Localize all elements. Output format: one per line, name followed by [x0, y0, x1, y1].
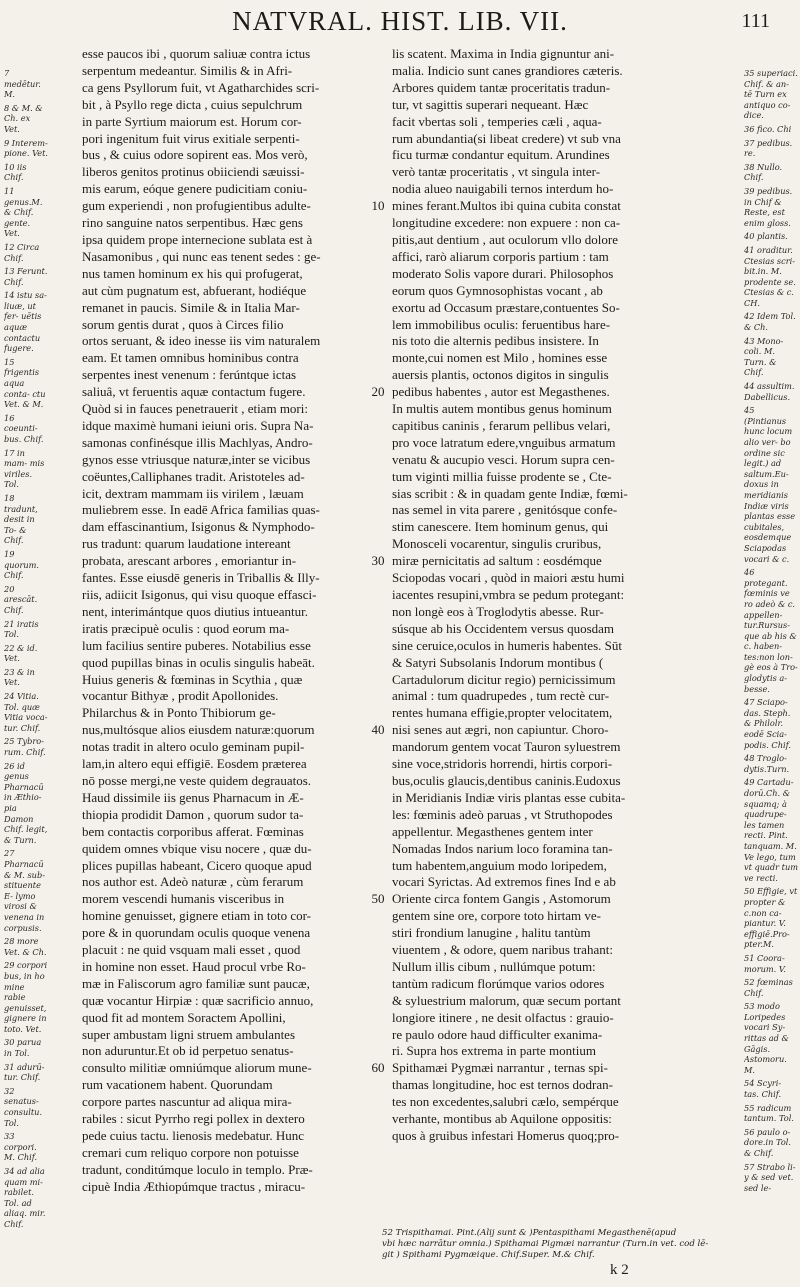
text-line: Nasamonibus , qui nunc eas tenent sedes : ge-	[82, 248, 321, 264]
text-line: tur, vt sagittis superari nequeant. Hæc	[392, 96, 589, 112]
margin-note: 33 corpori. M. Chif.	[4, 1131, 38, 1163]
line-number: 20	[371, 384, 385, 399]
text-line: bit , à Psyllo rege dicta , cuius sepulchrum	[82, 96, 303, 112]
text-line: vocantur Bithyæ , prodit Apollonides.	[82, 688, 279, 704]
text-line: muliebrem esse. In eadē Africa familias quas-	[82, 502, 320, 518]
text-line: facit vbertas soli , temperies cæli , aqua-	[392, 113, 602, 129]
text-line: sine voce,stridoris horrendi, hirtis corpori-	[392, 756, 613, 772]
text-line: esse paucos ibi , quorum saliuæ contra ictus	[82, 46, 311, 61]
margin-note: 38 Nullo. Chif.	[744, 161, 783, 183]
text-line: samonas confinésque illis Machlyas, Andro-	[82, 434, 313, 450]
text-line: rino sanguine natos serpentibus. Hæc gens	[82, 215, 303, 231]
text-line: eorum quos Gymnosophistas vocant , ab	[392, 282, 603, 298]
text-line: Nomadas Indos narium loco foramina tan-	[392, 840, 613, 856]
text-line: quæ vocantur Hirpiæ : quæ sacrificio annuo,	[82, 992, 314, 1008]
text-line: pitis,aut dentium , aut oculorum vllo dolore	[392, 231, 619, 247]
text-line: riis, adiicit Isigonus, qui visu quoque effasci-	[82, 587, 317, 602]
text-line: sias scribit : & in quadam gente Indiæ, fœmi-	[392, 485, 628, 501]
margin-note: 31 adurū- tur. Chif.	[4, 1061, 45, 1083]
margin-note: 25 Tybro- rum. Chif.	[4, 736, 46, 758]
text-line: affici, rarò aliarum corporis partium : tam	[392, 248, 609, 264]
margin-note: 29 corpori bus, in ho mine rabie genuisset, gignere in toto. Vet.	[4, 960, 48, 1034]
margin-note: 19 quorum. Chif.	[4, 548, 39, 581]
running-head	[0, 6, 800, 46]
text-line: lem immobilibus oculis: feruentibus hare-	[392, 316, 611, 332]
margin-note: 52 fœminas Chif.	[744, 977, 793, 998]
text-line: Nullum illis cibum , nullúmque potum:	[392, 958, 596, 974]
text-line: lis scatent. Maxima in India gignuntur ani-	[392, 46, 615, 61]
margin-note: 36 fico. Chi	[744, 123, 792, 134]
margin-note: 48 Troglo- dytis.Turn.	[744, 753, 790, 774]
margin-note: 11 genus.M. & Chif. gente. Vet.	[4, 185, 43, 239]
footnote-line: git ) Spithami Pygmæique. Chif.Super. M.& Chif.	[382, 1250, 595, 1260]
margin-note: 47 Sciapo- das. Steph. & Philolr. eodē Scia- podis. Chif.	[744, 697, 791, 750]
text-line: ficu turmæ condantur equitum. Arundines	[392, 147, 610, 163]
margin-note: 17 in mam- mis viriles. Tol.	[4, 447, 45, 490]
text-line: & syluestrium malorum, quæ secum portant	[392, 992, 621, 1008]
margin-note: 15 frigentis aqua conta- ctu Vet. & M.	[4, 356, 46, 410]
text-line: gynos esse vtriusque naturæ,inter se vicibus	[82, 451, 311, 467]
text-line: viuentem , & odore, quem naribus trahant:	[392, 942, 613, 958]
text-line: homine genuisset, gignere etiam in toto cor-	[82, 908, 311, 924]
line-numbers	[364, 46, 392, 1146]
text-line: cipuè India Æthiopúmque tractus , miracu-	[82, 1178, 306, 1194]
footnote-line: 52 Trispithamai. Pint.(Alij sunt & )Pentaspithami Megasthenē(apud	[382, 1228, 677, 1238]
text-line: tradunt, conditúmque loculo in templo. Præ-	[82, 1161, 313, 1177]
margin-note: 46 protegant. fœminis ve ro adeò & c. appellen- tur.Rursus- que ab his & c. haben- tes:non lon- gè eos à Tro- glodytis a- besse.	[744, 567, 798, 694]
text-line: probata, arescant arbores , emoriantur in-	[82, 553, 297, 569]
text-line: auersis plantis, octonos digitos in singulis	[392, 367, 609, 383]
right-margin-notes	[744, 68, 798, 1248]
text-line: pedibus habentes , autor est Megasthenes.	[392, 384, 610, 400]
text-line: Sciopodas vocari , quòd in maiori æstu humi	[392, 570, 625, 586]
margin-note: 14 istu sa- liuæ, ut fer- uētis aquæ contactu fugere.	[4, 290, 47, 354]
margin-note: 12 Circa Chif.	[4, 241, 40, 263]
text-line: stim canescere. Item hominum genus, qui	[392, 519, 609, 535]
text-line: miræ pernicitatis ad saltum : eosdémque	[392, 553, 602, 569]
line-number: 60	[371, 1060, 385, 1075]
text-line: In multis autem montibus genus hominum	[392, 401, 612, 417]
text-line: thiopia prodidit Damon , quorum sudor ta-	[82, 806, 304, 822]
text-line: nus tamen hominum ex his qui profugerat,	[82, 265, 303, 281]
text-line: liberos genitos protinus obiiciendi sæuissi-	[82, 164, 305, 180]
text-line: sine ceruice,oculos in humeris habentes. Sūt	[392, 637, 622, 653]
text-line: fantes. Esse eiusdē generis in Triballis & Illy-	[82, 570, 320, 586]
text-line: remanet in paucis. Simile & in Italia Mar-	[82, 299, 300, 315]
text-line: quidem omnes vbique visu nocere , quæ du-	[82, 840, 312, 856]
margin-note: 13 Ferunt. Chif.	[4, 266, 48, 287]
text-line: venatu & aucupio vesci. Horum supra cen-	[392, 451, 615, 467]
text-line: iacentes resupini,vmbra se pedum protegant:	[392, 587, 625, 602]
margin-note: 7 medētur. M.	[4, 68, 41, 100]
text-line: nus,multósque alios eiusdem naturæ:quorum	[82, 722, 315, 738]
text-line: quod pupillas binas in oculis singulis habeāt.	[82, 654, 315, 670]
margin-note: 30 parua in Tol.	[4, 1037, 42, 1059]
margin-note: 35 superiaci. Chif. & an- tē Turn ex antiquo co- dice.	[744, 68, 798, 121]
text-line: idque maximè humani ieiuni oris. Supra Na-	[82, 417, 314, 433]
text-line: longitudine excedere: non expuere : non ca-	[392, 215, 621, 231]
text-line: rum vacationem habent. Quorundam	[82, 1077, 273, 1093]
text-line: stiri frondium lanugine , halitu tantùm	[392, 925, 591, 941]
text-line: nent, interimántque quos diutius intueantur.	[82, 603, 309, 619]
text-line: Haud dissimile iis genus Pharnacum in Æ-	[82, 789, 304, 805]
margin-note: 44 assultim. Dabellicus.	[744, 381, 795, 402]
text-line: verò tantæ proceritatis , vt singula inter-	[392, 164, 601, 180]
text-line: pro voce latratum edere,vnguibus armatum	[392, 434, 616, 450]
text-line: mæ in Faliscorum agro familiæ sunt paucæ,	[82, 975, 310, 991]
margin-note: 45 (Pintianus hunc locum alio ver- bo ordine sic legit.) ad saltum.Eu- doxus in meridianis Indiæ viris plantas esse cubitales, eosdemque Sciapodas vocari & c.	[744, 405, 796, 564]
text-line: ri. Supra hos extrema in parte montium	[392, 1043, 596, 1059]
text-line: aut cùm pugnatum est, abfuerant, hodiéque	[82, 282, 307, 298]
text-line: pori ingenitum fuit virus exitiale serpenti-	[82, 130, 300, 146]
text-line: nō posse mergi,ne veste quidem degrauatos.	[82, 772, 312, 788]
text-line: longiore itinere , ne desit olfactus : grauio-	[392, 1009, 614, 1025]
text-line: bus,oculis glaucis,dentibus caninis.Eudoxus	[392, 772, 621, 788]
margin-note: 18 tradunt, desit in To- & Chif.	[4, 492, 38, 546]
text-line: non longè eos à Troglodytis abesse. Rur-	[392, 603, 604, 619]
text-line: gentem sine ore, corpore toto hirtam ve-	[392, 908, 602, 924]
page-number: 111	[741, 10, 770, 32]
text-line: Quòd si in fauces penetrauerit , etiam mori:	[82, 401, 308, 417]
text-line: coëuntes,Calliphanes tradit. Aristoteles ad-	[82, 468, 305, 484]
margin-note: 9 Interem- pione. Vet.	[4, 137, 48, 159]
text-line: malia. Indicio sunt canes grandiores cæteris.	[392, 62, 623, 78]
margin-note: 10 iis Chif.	[4, 161, 27, 183]
text-line: lam,in altero equi effigiē. Eosdem præterea	[82, 756, 307, 772]
text-line: Monosceli vocarentur, singulis cruribus,	[392, 536, 602, 552]
text-line: mis earum, eóque genere pudicitiam coniu-	[82, 181, 308, 197]
margin-note: 32 senatus- consultu. Tol.	[4, 1085, 43, 1128]
right-text-column	[392, 46, 742, 1145]
margin-note: 37 pedibus. re.	[744, 137, 793, 159]
text-line: in parte Syrtium maiorum est. Horum cor-	[82, 113, 302, 129]
margin-note: 20 arescāt. Chif.	[4, 583, 38, 615]
margin-note: 43 Mono- coli. M. Turn. & Chif.	[744, 335, 784, 378]
text-line: tes non excedentes,salubri cælo, sempérque	[392, 1094, 619, 1110]
margin-note: 24 Vitia. Tol. quæ Vitia voca- tur. Chif.	[4, 691, 48, 733]
text-line: nodia alueo nauigabili ternos interdum ho-	[392, 181, 614, 197]
margin-note: 42 Idem Tol. & Ch.	[744, 311, 796, 333]
margin-note: 16 coeunti- bus. Chif.	[4, 412, 44, 444]
text-line: pore & in quorundam oculis quoque venena	[82, 925, 311, 941]
text-line: súsque ab his Occidentem versus quosdam	[392, 620, 615, 636]
text-line: thamas longitudine, hoc est ternos dodran-	[392, 1077, 613, 1093]
text-line: in homine non esset. Haud procul vrbe Ro-	[82, 958, 306, 974]
text-line: tantùm radicum florúmque varios odores	[392, 975, 605, 991]
margin-note: 51 Coora- morum. V.	[744, 952, 786, 974]
text-line: gum experiendi , non profugientibus adulte-	[82, 198, 311, 214]
text-line: monte,cui nomen est Milo , homines esse	[392, 350, 608, 366]
text-line: capitibus caninis , ferarum pellibus velari,	[392, 417, 611, 433]
text-line: notas tradit in altero oculo geminam pupil-	[82, 739, 305, 755]
margin-note: 49 Cartadu- dorū.Ch. & squamq; à quadrupe- les tamen recti. Pint. tanquam. M. Ve lego, tum vt quadr tum ve recti.	[744, 777, 798, 883]
text-line: tum habentem,anguium modo loripedem,	[392, 857, 607, 873]
text-line: rentes humana effigie,propter velocitatem,	[392, 705, 613, 721]
left-text-column	[82, 46, 364, 1196]
text-line: iratis præcipuè oculis : quod eorum ma-	[82, 620, 290, 636]
margin-note: 39 pedibus. in Chif & Reste, est enim gloss.	[744, 185, 793, 228]
text-line: verhante, montibus ab Aquilone oppositis:	[392, 1111, 612, 1127]
running-title: NATVRAL. HIST. LIB. VII.	[232, 6, 568, 36]
text-line: Arbores quidem tantæ proceritatis tradun-	[392, 79, 611, 95]
text-line: nis toto die alternis pedibus insistere. In	[392, 333, 599, 349]
text-line: saliuâ, vt feruentis aquæ contactum fugere.	[82, 384, 306, 400]
margin-note: 56 paulo o- dore.in Tol. & Chif.	[744, 1126, 792, 1158]
margin-note: 26 id genus Pharnacū in Æthio- pia Damon Chif. legit, & Turn.	[4, 760, 48, 845]
text-line: corpore partes nascuntur ad aliqua mira-	[82, 1094, 292, 1110]
text-line: quod fit ad montem Soractem Apollini,	[82, 1009, 286, 1025]
text-line: serpentum medeantur. Similis & in Afri-	[82, 62, 293, 78]
text-line: Cartadulorum dicitur regio) pernicissimum	[392, 671, 616, 687]
margin-note: 41 oraditur. Ctesias scri- bit.in. M. prodente se. Ctesias & c. CH.	[744, 244, 796, 308]
text-line: nas semel in vita parere , genitósque confe-	[392, 502, 618, 518]
text-line: bem contactis corporibus afferat. Fœminas	[82, 823, 304, 839]
footnote-line: vbi hæc narrātur omnia.) Spithamai Pigmæi narrantur (Turn.in vet. cod lē-	[382, 1239, 709, 1249]
text-line: placuit : ne quid vsquam mali esset , quod	[82, 942, 301, 958]
text-line: les: fœminis adeò paruas , vt Struthopodes	[392, 806, 613, 822]
text-line: eam. Et tamen omnibus hominibus contra	[82, 350, 299, 366]
text-line: ca gens Psyllorum fuit, vt Agatharchides scri-	[82, 79, 320, 95]
left-margin-notes	[4, 68, 48, 1228]
text-line: ortos seruant, & ideo inesse iis vim naturalem	[82, 333, 321, 349]
text-line: & Satyri Subsolanis Indorum montibus (	[392, 654, 604, 670]
text-line: tum viginti millia fuisse prodente se , Cte-	[392, 468, 612, 484]
text-line: nisi senes aut ægri, non capiuntur. Choro-	[392, 722, 609, 738]
text-line: rus tradunt: quarum laudatione intereant	[82, 536, 291, 552]
text-line: mandorum gentem vocat Tauron syluestrem	[392, 739, 621, 755]
text-line: morem vescendi humanis visceribus in	[82, 891, 285, 907]
text-line: Philarchus & in Ponto Thibiorum ge-	[82, 705, 276, 721]
text-line: dam effascinantium, Isigonus & Nymphodo-	[82, 519, 315, 535]
text-line: rum abundantia(si libeat credere) vt sub vna	[392, 130, 621, 146]
text-line: cremari cum reliquo corpore non potuisse	[82, 1144, 299, 1160]
line-number: 30	[371, 553, 385, 568]
text-line: rabiles : sicut Pyrrho regi pollex in dextero	[82, 1111, 305, 1127]
text-line: Spithamæi Pygmæi narrantur , ternas spi-	[392, 1060, 608, 1076]
text-line: Oriente circa fontem Gangis , Astomorum	[392, 891, 611, 907]
footnotes	[382, 1228, 748, 1261]
text-line: sorum gentis durat , quos à Circes filio	[82, 316, 284, 332]
margin-note: 8 & M. & Ch. ex Vet.	[4, 102, 43, 134]
text-line: vocari Syrictas. Ad extremos fines Ind e ab	[392, 874, 616, 890]
margin-note: 55 radicum tantum. Tol.	[744, 1102, 794, 1124]
text-line: quos à gruibus infestari Homerus quoq;pro-	[392, 1128, 620, 1143]
margin-note: 28 more Vet. & Ch.	[4, 936, 47, 957]
text-line: Huius generis & fœminas in Scythia , quæ	[82, 671, 303, 687]
margin-note: 23 & in Vet.	[4, 666, 35, 688]
text-line: nos author est. Adeò naturæ , cùm ferarum	[82, 874, 304, 890]
margin-note: 54 Scyri- tas. Chif.	[744, 1078, 782, 1100]
margin-note: 40 plantis.	[744, 231, 788, 242]
text-line: super ambustam ligni struem ambulantes	[82, 1026, 296, 1042]
margin-note: 27 Pharnacū & M. sub- stituente E- lymo virosi & venena in corpusis.	[4, 848, 45, 933]
text-line: animal : tum quadrupedes , tum rectè cur-	[392, 688, 610, 704]
text-line: plices pupillas habeant, Cicero quoque apud	[82, 857, 312, 873]
text-line: mines ferant.Multos ibi quina cubita constat	[392, 198, 621, 214]
margin-note: 34 ad alia quam mi- rabilet. Tol. ad aliaq. mir. Chif.	[4, 1166, 46, 1228]
line-number: 10	[371, 198, 385, 214]
text-line: ipsa quidem prope internecione sublata est à	[82, 231, 313, 247]
text-line: bus , & cuius odore sopirent eas. Mos verò,	[82, 147, 308, 163]
margin-note: 57 Strabo li- y & sed vet. sed le-	[744, 1161, 796, 1193]
text-line: re paulo odore haud difficulter exanima-	[392, 1026, 603, 1042]
text-line: icit, dextram mammam iis virilem , læuam	[82, 485, 304, 501]
text-line: exortu ad Occasum præstare,contuentes So-	[392, 299, 620, 315]
margin-note: 53 modo Loripedes vocari Sy- rittas ad & Gāgis. Astomoru. M.	[744, 1001, 789, 1075]
text-line: in Meridianis Indiæ viris plantas esse cubita-	[392, 789, 626, 805]
text-line: serpentes inest venenum : ferúntque ictas	[82, 367, 297, 383]
text-line: appellentur. Megasthenes gentem inter	[392, 823, 593, 839]
text-line: non aduruntur.Et ob id perpetuo senatus-	[82, 1043, 294, 1059]
line-number: 40	[371, 722, 385, 737]
signature-mark: k 2	[610, 1262, 629, 1278]
margin-note: 22 & id. Vet.	[4, 642, 38, 664]
text-line: lum facilius sentire puberes. Notabilius esse	[82, 637, 311, 653]
text-line: consulto militiæ omniúmque aliorum mune-	[82, 1060, 312, 1076]
line-number: 50	[371, 891, 385, 906]
margin-note: 50 Effigie, vt propter & c.non ca- piantur. V. effigiē.Pro- pter.M.	[744, 886, 798, 950]
text-line: pede cuius tactu. lienosis medebatur. Hunc	[82, 1128, 305, 1143]
margin-note: 21 iratis Tol.	[4, 618, 39, 640]
text-line: moderato Solis vapore durari. Philosophos	[392, 265, 614, 281]
